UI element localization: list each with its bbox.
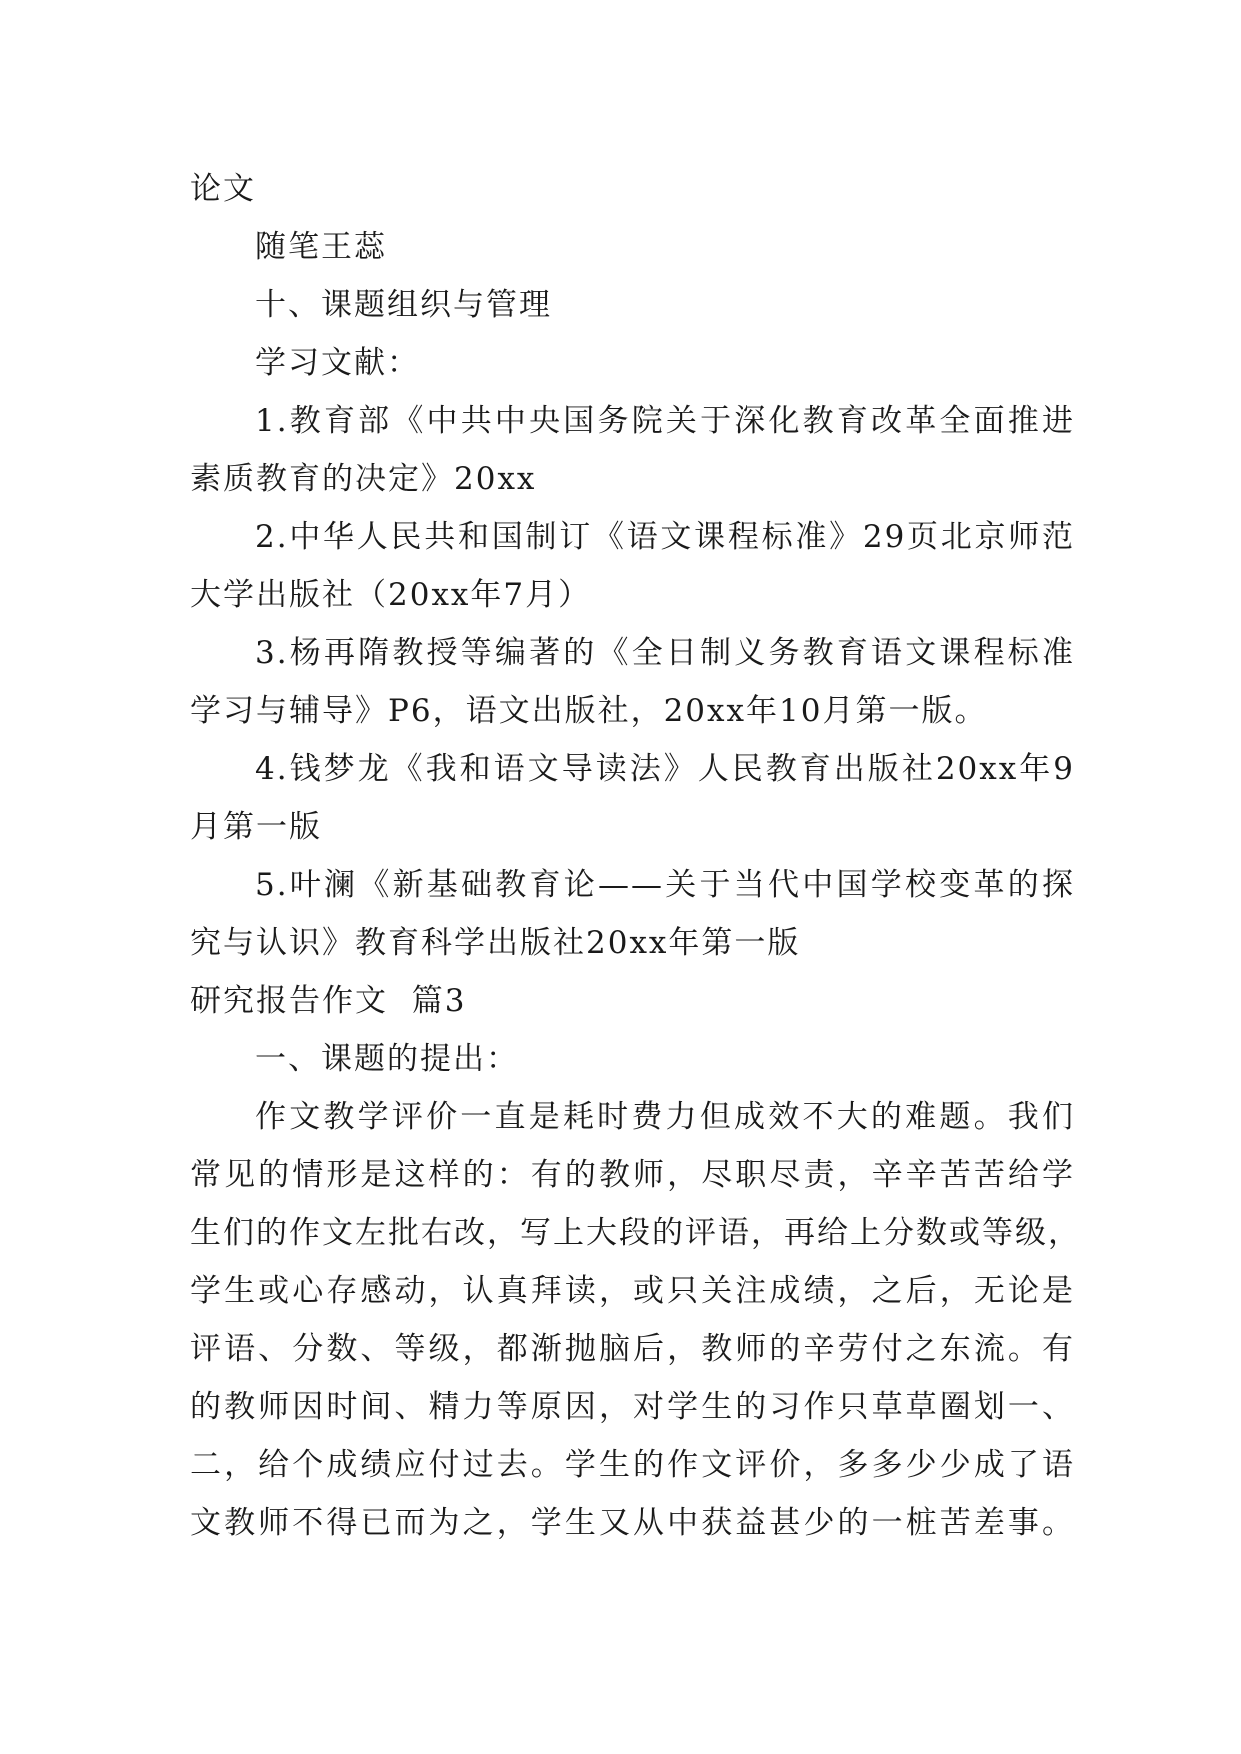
reference-item-continued: 学习与辅导》P6，语文出版社，20xx年10月第一版。 bbox=[190, 693, 988, 729]
reference-item-continued: 月第一版 bbox=[190, 809, 322, 845]
document-body bbox=[190, 160, 1081, 1552]
text-line: 论文 bbox=[190, 171, 256, 207]
section-heading: 十、课题组织与管理 bbox=[255, 287, 552, 323]
reference-item: 5.叶澜《新基础教育论——关于当代中国学校变革的探 bbox=[255, 867, 1075, 903]
reference-item: 3.杨再隋教授等编著的《全日制义务教育语文课程标准 bbox=[255, 635, 1075, 671]
paragraph-line: 二，给个成绩应付过去。学生的作文评价，多多少少成了语 bbox=[190, 1447, 1075, 1483]
paragraph-line: 作文教学评价一直是耗时费力但成效不大的难题。我们 bbox=[255, 1099, 1075, 1135]
paragraph-line: 文教师不得已而为之，学生又从中获益甚少的一桩苦差事。 bbox=[190, 1505, 1075, 1541]
reference-item-continued: 素质教育的决定》20xx bbox=[190, 461, 537, 497]
reference-item: 2.中华人民共和国制订《语文课程标准》29页北京师范 bbox=[255, 519, 1075, 555]
paragraph-line: 评语、分数、等级，都渐抛脑后，教师的辛劳付之东流。有 bbox=[190, 1331, 1075, 1367]
section-heading: 一、课题的提出： bbox=[255, 1041, 519, 1077]
paragraph-line: 的教师因时间、精力等原因，对学生的习作只草草圈划一、 bbox=[190, 1389, 1075, 1425]
subheading: 学习文献： bbox=[255, 345, 420, 381]
paragraph-line: 生们的作文左批右改，写上大段的评语，再给上分数或等级， bbox=[190, 1215, 1081, 1251]
paragraph-line: 常见的情形是这样的：有的教师，尽职尽责，辛辛苦苦给学 bbox=[190, 1157, 1075, 1193]
paragraph-line: 学生或心存感动，认真拜读，或只关注成绩，之后，无论是 bbox=[190, 1273, 1075, 1309]
reference-item-continued: 大学出版社（20xx年7月） bbox=[190, 577, 592, 613]
article-title: 研究报告作文 篇3 bbox=[190, 983, 467, 1019]
reference-item-continued: 究与认识》教育科学出版社20xx年第一版 bbox=[190, 925, 801, 961]
reference-item: 1.教育部《中共中央国务院关于深化教育改革全面推进 bbox=[255, 403, 1075, 439]
text-line: 随笔王蕊 bbox=[255, 229, 387, 265]
reference-item: 4.钱梦龙《我和语文导读法》人民教育出版社20xx年9 bbox=[255, 751, 1075, 787]
